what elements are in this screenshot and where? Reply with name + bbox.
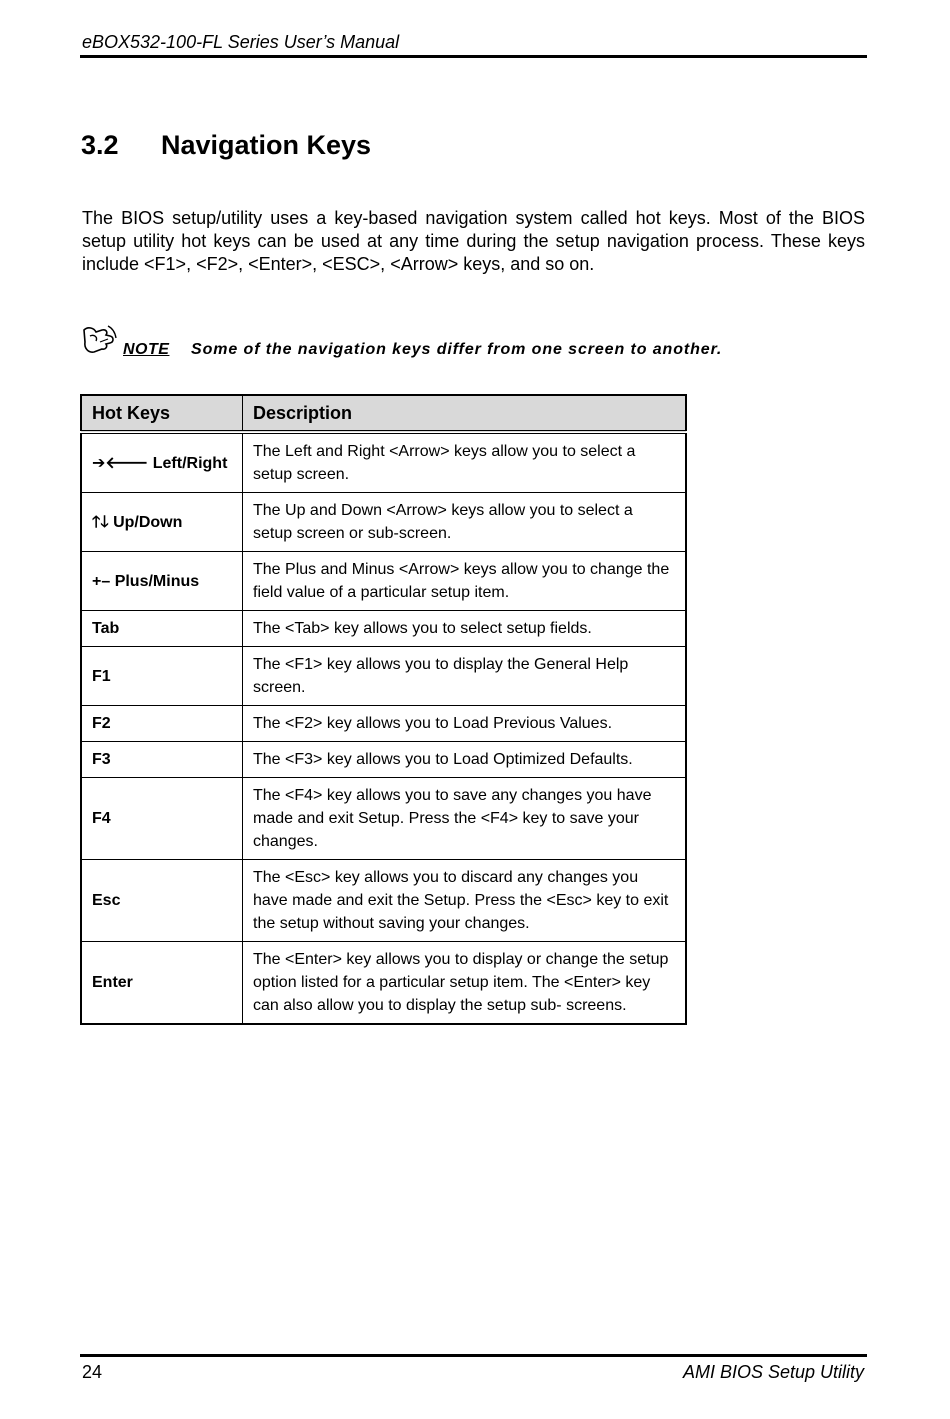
note-text: Some of the navigation keys differ from one screen to another. (191, 341, 723, 358)
table-row (81, 611, 686, 647)
header-rule (80, 55, 867, 58)
table-row (81, 706, 686, 742)
running-header: eBOX532-100-FL Series User’s Manual (82, 32, 400, 52)
header-hot-keys: Hot Keys (81, 395, 243, 432)
description-cell: The <F1> key allows you to display the General Help screen. (243, 647, 687, 706)
hot-key-cell: F2 (81, 706, 243, 742)
header-description: Description (243, 395, 687, 432)
table-row (81, 860, 686, 942)
hot-key-cell: F3 (81, 742, 243, 778)
hot-keys-table (80, 394, 687, 1025)
hot-key-cell: 🡑🡓 Up/Down (81, 493, 243, 552)
table-row (81, 552, 686, 611)
hot-key-cell: F1 (81, 647, 243, 706)
note-hand-icon (80, 322, 120, 358)
table-row (81, 493, 686, 552)
hot-key-cell: Enter (81, 942, 243, 1025)
note-label: NOTE (123, 341, 170, 358)
description-cell: The <F3> key allows you to Load Optimized Defaults. (243, 742, 687, 778)
section-number: 3.2 (81, 130, 119, 160)
section-heading (81, 130, 371, 161)
section-title: Navigation Keys (161, 130, 372, 160)
running-footer-chapter: AMI BIOS Setup Utility (682, 1362, 864, 1382)
description-cell: The <Enter> key allows you to display or change the setup option listed for a particular setup item. The <Enter> key can also allow you to display the setup sub- screens. (243, 942, 687, 1025)
table-row (81, 742, 686, 778)
page-number: 24 (82, 1362, 103, 1382)
description-cell: The <Esc> key allows you to discard any changes you have made and exit the Setup. Press the <Esc> key to exit the setup without saving your changes. (243, 860, 687, 942)
hot-key-cell: ➔🡐 Left/Right (81, 432, 243, 493)
description-cell: The Up and Down <Arrow> keys allow you to select a setup screen or sub-screen. (243, 493, 687, 552)
table-row (81, 647, 686, 706)
table-header-row (81, 395, 686, 432)
table-row (81, 432, 686, 493)
hot-key-cell: F4 (81, 778, 243, 860)
table-row (81, 778, 686, 860)
description-cell: The <F4> key allows you to save any changes you have made and exit Setup. Press the <F4> key to save your changes. (243, 778, 687, 860)
hot-key-cell: +– Plus/Minus (81, 552, 243, 611)
description-cell: The Plus and Minus <Arrow> keys allow you to change the field value of a particular setup item. (243, 552, 687, 611)
intro-paragraph: The BIOS setup/utility uses a key-based navigation system called hot keys. Most of the BIOS setup utility hot keys can be used at any time during the setup navigation process. These keys include <F1>, <F2>, <Enter>, <ESC>, <Arrow> keys, and so on. (82, 208, 865, 274)
description-cell: The <F2> key allows you to Load Previous Values. (243, 706, 687, 742)
description-cell: The Left and Right <Arrow> keys allow you to select a setup screen. (243, 432, 687, 493)
hot-key-cell: Tab (81, 611, 243, 647)
hot-key-cell: Esc (81, 860, 243, 942)
description-cell: The <Tab> key allows you to select setup fields. (243, 611, 687, 647)
table-row (81, 942, 686, 1025)
footer-rule (80, 1354, 867, 1357)
